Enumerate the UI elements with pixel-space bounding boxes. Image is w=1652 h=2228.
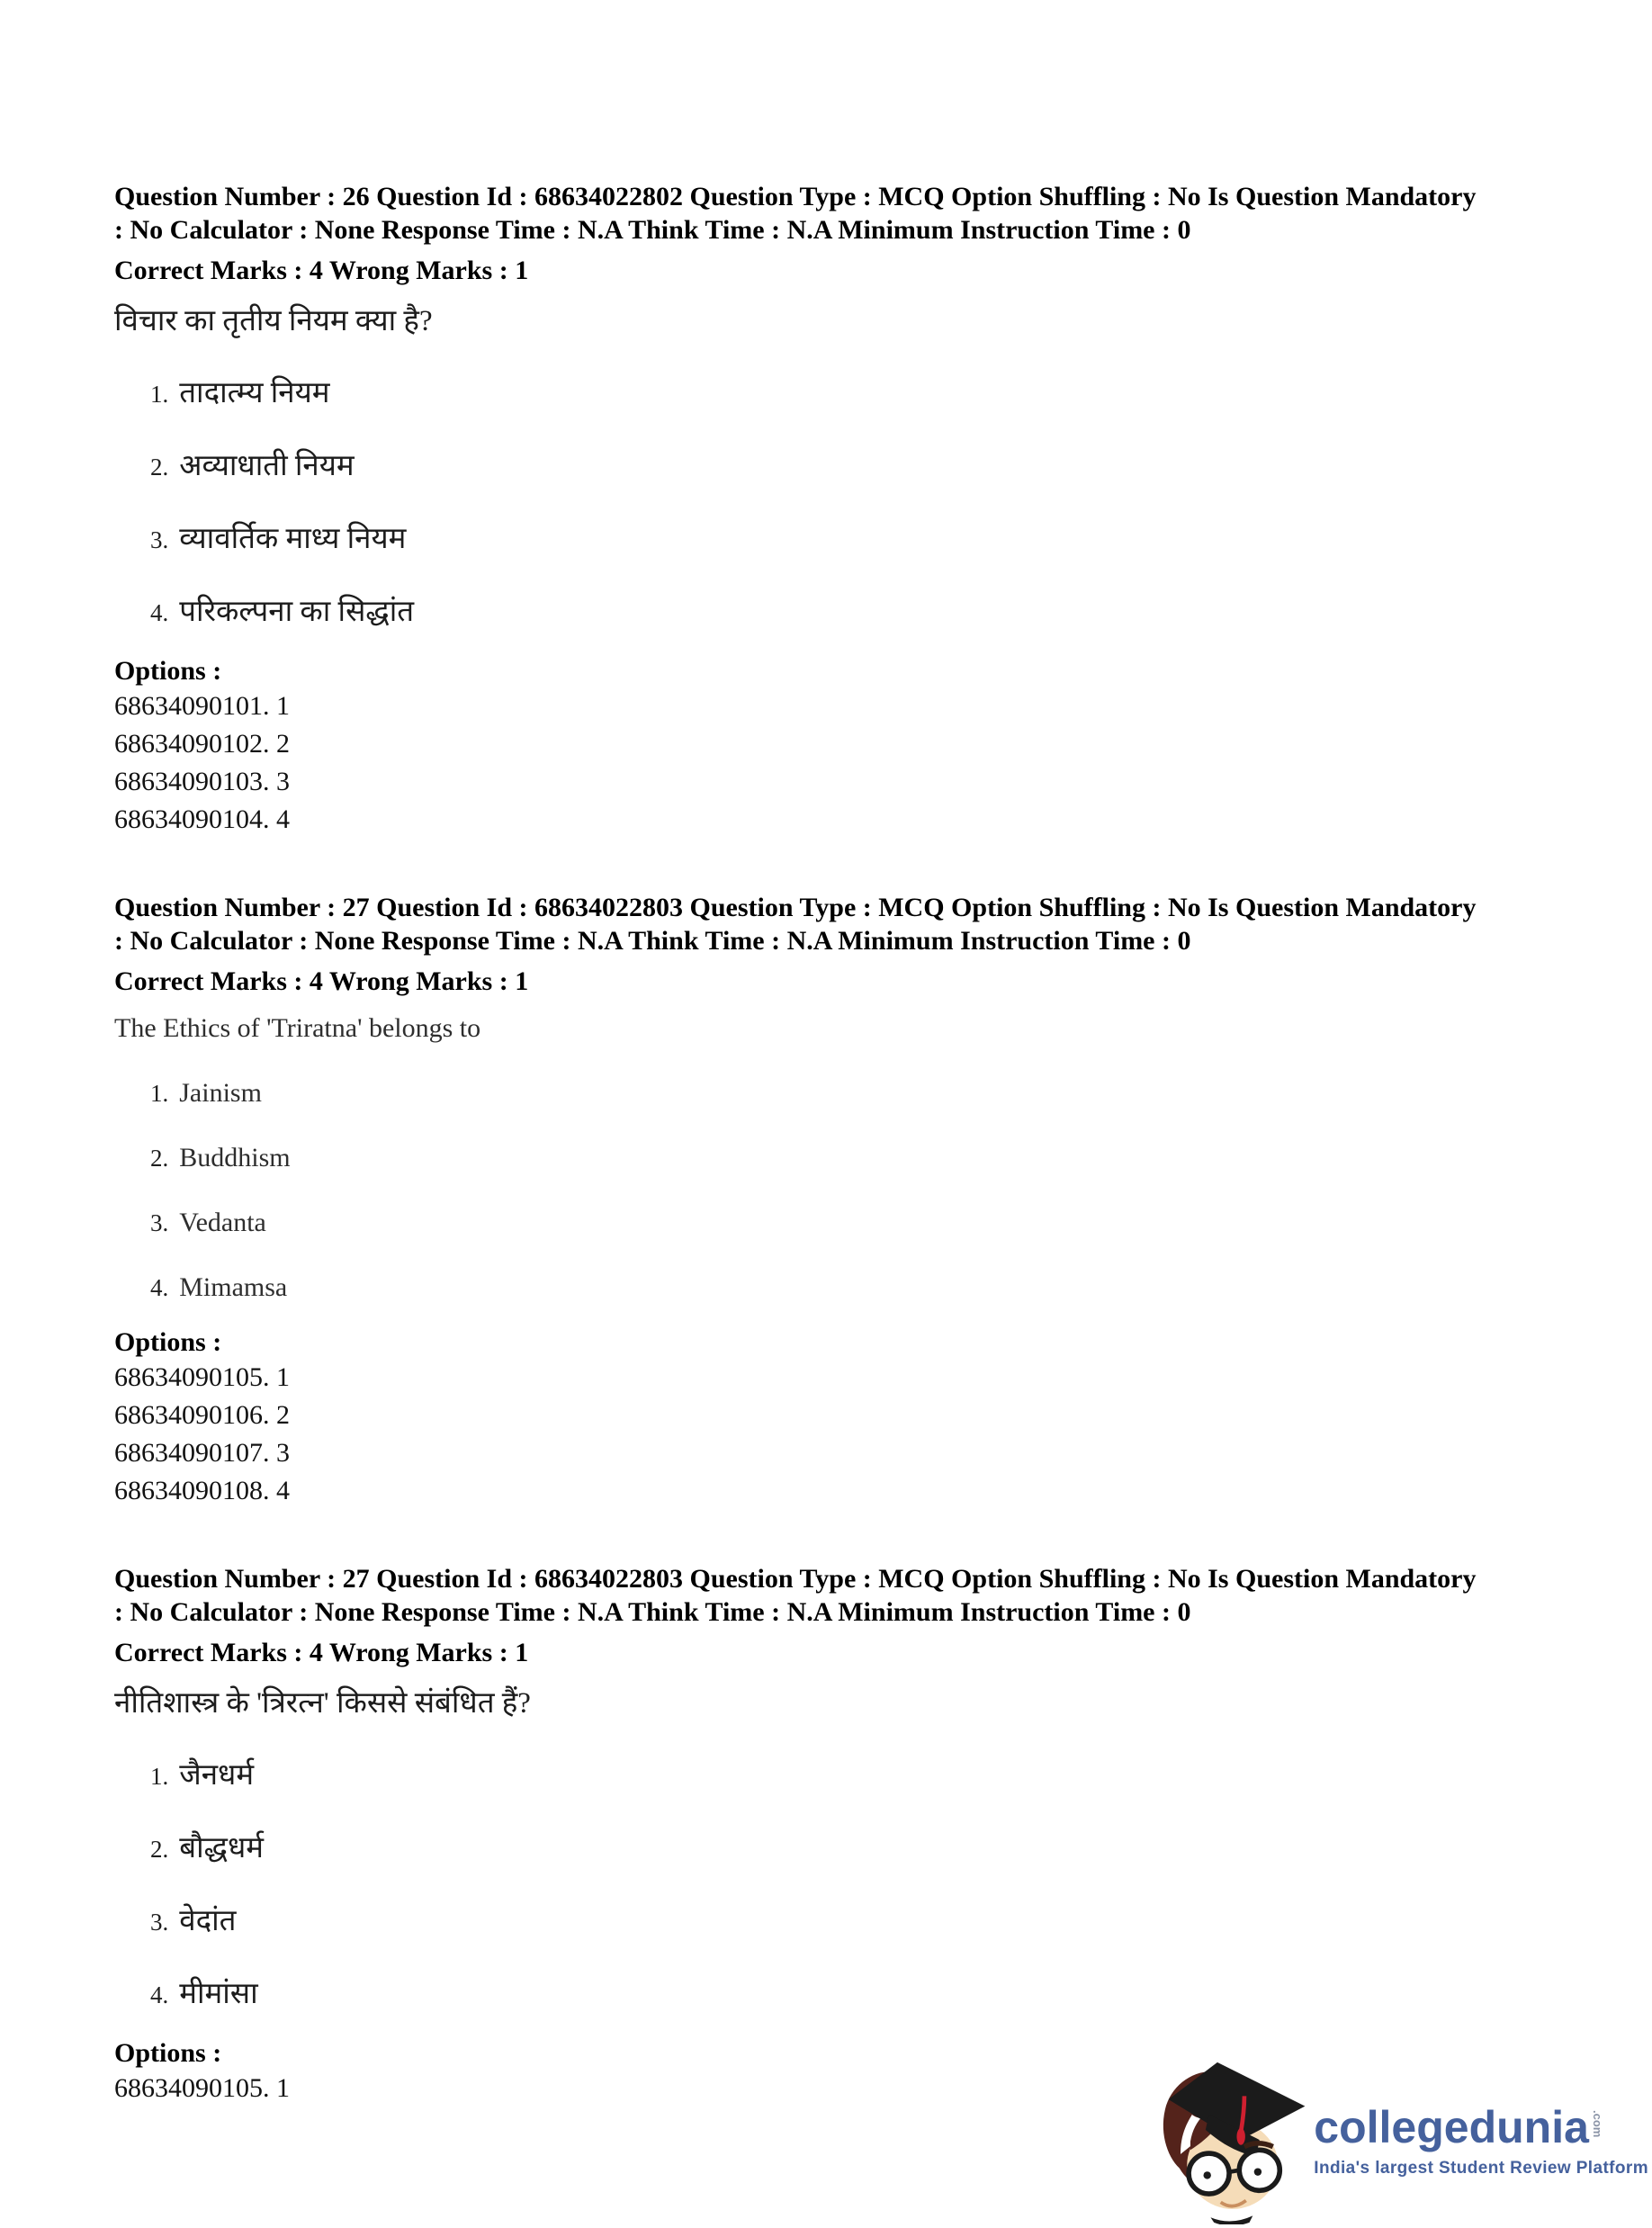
choice-number: 2.: [150, 1145, 169, 1172]
choice-item: [150, 1900, 1608, 1944]
choice-text: Mimamsa: [179, 1272, 288, 1302]
choice-number: 3.: [150, 1909, 169, 1936]
marks-line: Correct Marks : 4 Wrong Marks : 1: [114, 256, 529, 285]
choice-item: [150, 1205, 1608, 1241]
choice-text: व्यावर्तिक माध्य नियम: [179, 523, 407, 555]
choice-item: [150, 590, 1608, 634]
choice-number: 1.: [150, 1080, 169, 1107]
question-meta-line: : No Calculator : None Response Time : N.A Think Time : N.A Minimum Instruction Time : 0: [114, 926, 1191, 956]
choice-number: 3.: [150, 526, 169, 553]
option-id: 68634090101. 1: [114, 691, 290, 721]
choice-number: 3.: [150, 1209, 169, 1236]
option-id: 68634090106. 2: [114, 1400, 290, 1430]
option-id: 68634090108. 4: [114, 1476, 290, 1505]
question-meta-line: Question Number : 27 Question Id : 68634022803 Question Type : MCQ Option Shuffling : No Is Question Mandatory: [114, 893, 1477, 922]
choice-text: बौद्धधर्म: [179, 1832, 265, 1864]
choice-text: मीमांसा: [179, 1978, 258, 2010]
question-text: नीतिशास्त्र के 'त्रिरत्न' किससे संबंधित हैं?: [114, 1687, 531, 1720]
question-meta-line: : No Calculator : None Response Time : N.A Think Time : N.A Minimum Instruction Time : 0: [114, 1597, 1191, 1627]
choice-number: 4.: [150, 599, 169, 626]
brand-tagline: India's largest Student Review Platform: [1314, 2159, 1648, 2178]
collegedunia-mascot-icon: [1150, 2057, 1310, 2224]
question-block-26: [114, 180, 1608, 839]
choice-text: तादात्म्य नियम: [179, 377, 330, 409]
question-block-27-hindi: [114, 1562, 1608, 2107]
choice-text: वेदांत: [179, 1905, 237, 1937]
choice-number: 4.: [150, 1274, 169, 1301]
choice-item: [150, 517, 1608, 561]
marks-line: Correct Marks : 4 Wrong Marks : 1: [114, 966, 529, 996]
option-id: 68634090107. 3: [114, 1438, 290, 1468]
collegedunia-logo: [1150, 2057, 1648, 2224]
choice-item: [150, 1827, 1608, 1871]
choice-number: 2.: [150, 454, 169, 481]
option-id: 68634090104. 4: [114, 804, 290, 834]
choice-item: [150, 1754, 1608, 1798]
choice-item: [150, 372, 1608, 416]
choice-item: [150, 1140, 1608, 1176]
choice-number: 1.: [150, 381, 169, 408]
choice-number: 4.: [150, 1981, 169, 2008]
option-id: 68634090105. 1: [114, 2073, 290, 2103]
choice-text: Jainism: [179, 1078, 262, 1108]
choice-item: [150, 445, 1608, 489]
choice-text: Buddhism: [179, 1143, 291, 1172]
brand-tld: .com: [1590, 2110, 1604, 2138]
option-id: 68634090105. 1: [114, 1362, 290, 1392]
choice-text: जैनधर्म: [179, 1759, 255, 1792]
question-paper-content: [114, 180, 1608, 2160]
choice-text: Vedanta: [179, 1208, 266, 1237]
choice-number: 1.: [150, 1763, 169, 1790]
brand-row: [1314, 2103, 1648, 2152]
question-text: The Ethics of 'Triratna' belongs to: [114, 1013, 481, 1043]
option-id: 68634090102. 2: [114, 729, 290, 759]
brand-name: collegedunia: [1314, 2102, 1589, 2152]
choice-item: [150, 1075, 1608, 1111]
question-meta-line: : No Calculator : None Response Time : N.A Think Time : N.A Minimum Instruction Time : 0: [114, 215, 1191, 245]
question-meta-line: Question Number : 27 Question Id : 68634022803 Question Type : MCQ Option Shuffling : No Is Question Mandatory: [114, 1564, 1477, 1594]
logo-text: [1314, 2103, 1648, 2179]
option-id: 68634090103. 3: [114, 767, 290, 796]
choice-number: 2.: [150, 1836, 169, 1863]
question-block-27-english: [114, 891, 1608, 1510]
choice-text: अव्याधाती नियम: [179, 450, 355, 482]
choice-text: परिकल्पना का सिद्धांत: [179, 596, 415, 628]
choice-item: [150, 1972, 1608, 2017]
question-meta-line: Question Number : 26 Question Id : 68634022802 Question Type : MCQ Option Shuffling : No Is Question Mandatory: [114, 182, 1477, 211]
options-label: Options :: [114, 2038, 222, 2068]
question-text: विचार का तृतीय नियम क्या है?: [114, 305, 433, 337]
choice-item: [150, 1270, 1608, 1306]
options-label: Options :: [114, 1327, 222, 1357]
marks-line: Correct Marks : 4 Wrong Marks : 1: [114, 1638, 529, 1667]
options-label: Options :: [114, 656, 222, 686]
